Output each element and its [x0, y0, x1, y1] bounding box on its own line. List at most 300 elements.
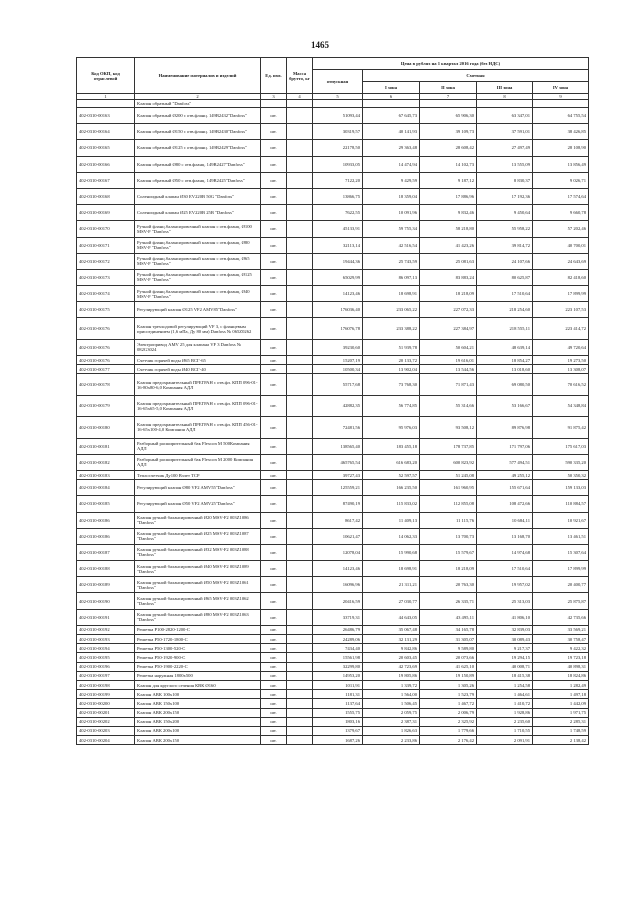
- mass-cell: [287, 625, 313, 634]
- price-otpusk-cell: 15561,98: [313, 653, 363, 662]
- price-otpusk-cell: 55717,68: [313, 374, 363, 395]
- price-zone-1-cell: 13 902,04: [363, 365, 420, 374]
- price-otpusk-cell: 19444,36: [313, 253, 363, 269]
- mass-cell: [287, 188, 313, 204]
- unit-cell: шт.: [261, 356, 287, 365]
- price-otpusk-cell: 1687,26: [313, 736, 363, 745]
- name-cell: Решетка Р50-1300-520-С: [135, 644, 261, 653]
- price-zone-2-cell: 51 245,08: [420, 470, 477, 479]
- price-otpusk-cell: 51093,44: [313, 108, 363, 124]
- price-otpusk-cell: 12078,04: [313, 544, 363, 560]
- price-otpusk-cell: 1137,64: [313, 699, 363, 708]
- mass-cell: [287, 736, 313, 745]
- unit-cell: шт.: [261, 644, 287, 653]
- price-zone-1-cell: 18 698,91: [363, 561, 420, 577]
- mass-cell: [287, 577, 313, 593]
- price-zone-1-cell: 21 311,21: [363, 577, 420, 593]
- price-zone-3-cell: 171 797,06: [477, 438, 533, 454]
- price-zone-4-cell: 28 108,90: [533, 140, 589, 156]
- table-row: [77, 302, 589, 318]
- price-zone-2-cell: 71 871,43: [420, 374, 477, 395]
- table-row: [77, 662, 589, 671]
- mass-cell: [287, 318, 313, 339]
- mass-cell: [287, 339, 313, 355]
- mass-cell: [287, 108, 313, 124]
- unit-cell: шт.: [261, 708, 287, 717]
- table-row: [77, 438, 589, 454]
- code-cell: 402-0310-00189: [77, 577, 135, 593]
- table-row: [77, 644, 589, 653]
- price-otpusk-cell: 176076,78: [313, 318, 363, 339]
- price-zone-3-cell: 13 555,09: [477, 156, 533, 172]
- table-row: [77, 339, 589, 355]
- price-zone-3-cell: 41 806,10: [477, 609, 533, 625]
- table-row: [77, 544, 589, 560]
- unit-cell: шт.: [261, 496, 287, 512]
- name-cell: Решетка Р100-2820-1200-С: [135, 625, 261, 634]
- mass-cell: [287, 172, 313, 188]
- code-cell: 402-0310-00175: [77, 302, 135, 318]
- price-zone-2-cell: 43 495,11: [420, 609, 477, 625]
- price-zone-1-cell: 1 564,00: [363, 690, 420, 699]
- mass-cell: [287, 480, 313, 496]
- code-cell: 402-0310-00166: [77, 156, 135, 172]
- unit-cell: шт.: [261, 577, 287, 593]
- price-zone-2-cell: 18 218,09: [420, 561, 477, 577]
- price-otpusk-cell: 10933,05: [313, 156, 363, 172]
- price-otpusk-cell: 138565,40: [313, 438, 363, 454]
- header-zone-1: I зона: [363, 82, 420, 94]
- header-otpusk: отпускная: [313, 70, 363, 94]
- mass-cell: [287, 699, 313, 708]
- unit-cell: шт.: [261, 156, 287, 172]
- mass-cell: [287, 690, 313, 699]
- price-zone-4-cell: 13 308,07: [533, 365, 589, 374]
- price-otpusk-cell: 8617,42: [313, 512, 363, 528]
- price-zone-1-cell: 29 363,48: [363, 140, 420, 156]
- price-zone-1-cell: 2 387,31: [363, 717, 420, 726]
- price-otpusk-cell: 7122,20: [313, 172, 363, 188]
- price-zone-4-cell: 17 574,64: [533, 188, 589, 204]
- price-otpusk-cell: 465765,54: [313, 454, 363, 470]
- price-zone-4-cell: 223 107,53: [533, 302, 589, 318]
- code-cell: 402-0310-00163: [77, 108, 135, 124]
- group-title: Клапан обратный "Danfoss": [135, 100, 261, 108]
- price-otpusk-cell: 14123,46: [313, 286, 363, 302]
- group-row: [77, 100, 589, 108]
- code-cell: 402-0310-00194: [77, 644, 135, 653]
- price-zone-4-cell: 15 307,64: [533, 544, 589, 560]
- table-row: [77, 253, 589, 269]
- table-row: [77, 417, 589, 438]
- price-otpusk-cell: 39230,60: [313, 339, 363, 355]
- mass-cell: [287, 726, 313, 735]
- price-zone-4-cell: 20 400,77: [533, 577, 589, 593]
- mass-cell: [287, 717, 313, 726]
- name-cell: Решетка Р50-1920-900-С: [135, 653, 261, 662]
- price-zone-2-cell: 9 187,12: [420, 172, 477, 188]
- mass-cell: [287, 528, 313, 544]
- price-zone-1-cell: 233 065,22: [363, 302, 420, 318]
- column-number: 1: [77, 94, 135, 100]
- name-cell: Клапан ручной балансировочный Ø80 MSV-F2 003Z1063 "Danfoss": [135, 609, 261, 625]
- price-otpusk-cell: 10500,34: [313, 365, 363, 374]
- unit-cell: шт.: [261, 609, 287, 625]
- code-cell: 402-0310-00174: [77, 286, 135, 302]
- name-cell: Клапан АВК 150х200: [135, 717, 261, 726]
- price-otpusk-cell: 87490,19: [313, 496, 363, 512]
- price-zone-3-cell: 40 008,71: [477, 662, 533, 671]
- price-zone-1-cell: 18 359,04: [363, 188, 420, 204]
- price-zone-2-cell: 19 150,89: [420, 671, 477, 680]
- unit-cell: шт.: [261, 680, 287, 689]
- code-cell: 402-0310-00201: [77, 708, 135, 717]
- mass-cell: [287, 644, 313, 653]
- mass-cell: [287, 286, 313, 302]
- unit-cell: шт.: [261, 544, 287, 560]
- price-zone-3-cell: 49 255,12: [477, 470, 533, 479]
- price-zone-2-cell: 34 165,78: [420, 625, 477, 634]
- price-otpusk-cell: 32299,80: [313, 662, 363, 671]
- header-unit: Ед. изм.: [261, 58, 287, 94]
- price-zone-2-cell: 600 823,92: [420, 454, 477, 470]
- price-zone-4-cell: 57 202,46: [533, 221, 589, 237]
- code-cell: 402-0310-00198: [77, 680, 135, 689]
- column-number: 3: [261, 94, 287, 100]
- price-zone-4-cell: 30 758,47: [533, 635, 589, 644]
- name-cell: Соленоидный клапан Ø30 EV220В 50G "Danfoss": [135, 188, 261, 204]
- price-zone-1-cell: 14 062,33: [363, 528, 420, 544]
- price-zone-2-cell: 83 883,24: [420, 269, 477, 285]
- header-zone-4: IV зона: [533, 82, 589, 94]
- table-row: [77, 356, 589, 365]
- price-zone-1-cell: 1 339,72: [363, 680, 420, 689]
- table-row: [77, 269, 589, 285]
- price-zone-3-cell: 1 710,55: [477, 726, 533, 735]
- price-zone-2-cell: 14 102,73: [420, 156, 477, 172]
- price-zone-3-cell: 37 591,01: [477, 124, 533, 140]
- price-zone-1-cell: 95 976,03: [363, 417, 420, 438]
- price-zone-3-cell: 155 671,64: [477, 480, 533, 496]
- price-zone-3-cell: 577 494,51: [477, 454, 533, 470]
- unit-cell: шт.: [261, 690, 287, 699]
- price-zone-1-cell: 115 833,02: [363, 496, 420, 512]
- price-zone-4-cell: 18 824,86: [533, 671, 589, 680]
- unit-cell: шт.: [261, 480, 287, 496]
- header-zone-3: III зона: [477, 82, 533, 94]
- price-zone-2-cell: 1 779,66: [420, 726, 477, 735]
- price-otpusk-cell: 7434,40: [313, 644, 363, 653]
- code-cell: 402-0310-00169: [77, 205, 135, 221]
- price-zone-1-cell: 52 597,57: [363, 470, 420, 479]
- price-otpusk-cell: 7622,55: [313, 205, 363, 221]
- price-zone-1-cell: 27 030,77: [363, 593, 420, 609]
- column-number: 2: [135, 94, 261, 100]
- price-zone-1-cell: 166 235,50: [363, 480, 420, 496]
- column-number: 8: [477, 94, 533, 100]
- price-zone-3-cell: 9 450,64: [477, 205, 533, 221]
- price-zone-2-cell: 39 109,73: [420, 124, 477, 140]
- price-zone-3-cell: 2 235,60: [477, 717, 533, 726]
- name-cell: Клапан обратный Ø50 с отв.фланц. 149В2425"Danfoss": [135, 172, 261, 188]
- table-row: [77, 454, 589, 470]
- unit-cell: шт.: [261, 286, 287, 302]
- price-zone-3-cell: 17 510,64: [477, 561, 533, 577]
- table-row: [77, 172, 589, 188]
- unit-cell: шт.: [261, 253, 287, 269]
- price-zone-4-cell: 2 138,42: [533, 736, 589, 745]
- price-zone-2-cell: 17 886,96: [420, 188, 477, 204]
- name-cell: Клапан предохранительный ПРЕГРАН с отв.фл. КПП 456-01-16-65х100-4,0 Компания АДЛ: [135, 417, 261, 438]
- price-otpusk-cell: 45133,91: [313, 221, 363, 237]
- unit-cell: шт.: [261, 172, 287, 188]
- price-zone-3-cell: 10 684,11: [477, 512, 533, 528]
- name-cell: Клапан обратный Ø125 с отв.фланц. 149В2429"Danfoss": [135, 140, 261, 156]
- mass-cell: [287, 438, 313, 454]
- price-zone-3-cell: 55 958,22: [477, 221, 533, 237]
- column-number: 9: [533, 94, 589, 100]
- mass-cell: [287, 544, 313, 560]
- code-cell: 402-0310-00181: [77, 438, 135, 454]
- table-row: [77, 237, 589, 253]
- price-zone-4-cell: 70 616,52: [533, 374, 589, 395]
- price-zone-4-cell: 2 285,31: [533, 717, 589, 726]
- price-otpusk-cell: 30319,57: [313, 124, 363, 140]
- price-zone-4-cell: 1 442,09: [533, 699, 589, 708]
- price-zone-2-cell: 2 176,42: [420, 736, 477, 745]
- header-name: Наименование материалов и изделий: [135, 58, 261, 94]
- mass-cell: [287, 374, 313, 395]
- price-zone-3-cell: 89 876,98: [477, 417, 533, 438]
- mass-cell: [287, 512, 313, 528]
- name-cell: Ручной фланц.балансировочный клапан с отв.фланц. Ø100 MSV-F "Danfoss": [135, 221, 261, 237]
- price-zone-2-cell: 26 335,71: [420, 593, 477, 609]
- mass-cell: [287, 593, 313, 609]
- price-zone-2-cell: 25 081,63: [420, 253, 477, 269]
- price-zone-4-cell: 40 898,31: [533, 662, 589, 671]
- price-zone-4-cell: 40 700,01: [533, 237, 589, 253]
- table-row: [77, 318, 589, 339]
- price-zone-4-cell: 13 856,49: [533, 156, 589, 172]
- unit-cell: шт.: [261, 318, 287, 339]
- price-zone-3-cell: 218 555,11: [477, 318, 533, 339]
- header-smetnaya: Сметная: [363, 70, 589, 82]
- price-zone-2-cell: 65 906,30: [420, 108, 477, 124]
- price-otpusk-cell: 22178,50: [313, 140, 363, 156]
- code-cell: 402-0310-00187: [77, 544, 135, 560]
- name-cell: Ручной фланц.балансировочный клапан с отв.фланц. Ø65 MSV-F "Danfoss": [135, 253, 261, 269]
- name-cell: Клапан АВК 200х150: [135, 736, 261, 745]
- price-zone-1-cell: 67 645,73: [363, 108, 420, 124]
- price-zone-4-cell: 1 748,59: [533, 726, 589, 735]
- price-zone-4-cell: 223 414,72: [533, 318, 589, 339]
- table-row: [77, 480, 589, 496]
- price-zone-1-cell: 1 506,45: [363, 699, 420, 708]
- price-zone-1-cell: 20 133,72: [363, 356, 420, 365]
- mass-cell: [287, 662, 313, 671]
- price-zone-2-cell: 31 305,07: [420, 635, 477, 644]
- code-cell: 402-0310-00203: [77, 726, 135, 735]
- price-otpusk-cell: 14123,46: [313, 561, 363, 577]
- table-row: [77, 140, 589, 156]
- mass-cell: [287, 124, 313, 140]
- price-zone-4-cell: 9 422,32: [533, 644, 589, 653]
- price-table: [76, 57, 589, 745]
- column-number: 7: [420, 94, 477, 100]
- code-cell: 402-0310-00168: [77, 188, 135, 204]
- code-cell: 402-0310-00176: [77, 339, 135, 355]
- name-cell: Клапан ручной балансировочный Ø25 MSV-F2 003Z1087 "Danfoss": [135, 528, 261, 544]
- name-cell: Клапан ручной балансировочный Ø20 MSV-F2 003Z1086 "Danfoss": [135, 512, 261, 528]
- table-row: [77, 188, 589, 204]
- table-row: [77, 680, 589, 689]
- price-zone-2-cell: 28 608,42: [420, 140, 477, 156]
- price-zone-2-cell: 18 218,09: [420, 286, 477, 302]
- table-row: [77, 395, 589, 416]
- unit-cell: шт.: [261, 635, 287, 644]
- name-cell: Решетка Р50-1900-2220-С: [135, 662, 261, 671]
- code-cell: 402-0310-00186: [77, 512, 135, 528]
- price-zone-2-cell: 15 579,67: [420, 544, 477, 560]
- table-row: [77, 625, 589, 634]
- table-row: [77, 726, 589, 735]
- price-zone-3-cell: 69 080,50: [477, 374, 533, 395]
- price-zone-3-cell: 108 472,66: [477, 496, 533, 512]
- mass-cell: [287, 470, 313, 479]
- price-zone-1-cell: 59 755,34: [363, 221, 420, 237]
- price-zone-3-cell: 27 497,49: [477, 140, 533, 156]
- name-cell: Соленоидный клапан Ø25 EV220В 25В "Danfoss": [135, 205, 261, 221]
- price-zone-3-cell: 53 166,67: [477, 395, 533, 416]
- mass-cell: [287, 635, 313, 644]
- code-cell: 402-0310-00167: [77, 172, 135, 188]
- code-cell: 402-0310-00191: [77, 609, 135, 625]
- unit-cell: шт.: [261, 374, 287, 395]
- unit-cell: шт.: [261, 528, 287, 544]
- price-zone-1-cell: 9 429,59: [363, 172, 420, 188]
- price-zone-2-cell: 19 616,01: [420, 356, 477, 365]
- price-zone-1-cell: 1 826,63: [363, 726, 420, 735]
- price-zone-4-cell: 91 875,42: [533, 417, 589, 438]
- name-cell: Клапан АВК 200х100: [135, 726, 261, 735]
- table-row: [77, 635, 589, 644]
- code-cell: 402-0310-00202: [77, 717, 135, 726]
- price-zone-1-cell: 40 141,93: [363, 124, 420, 140]
- price-zone-1-cell: 616 683,20: [363, 454, 420, 470]
- price-otpusk-cell: 15207,19: [313, 356, 363, 365]
- code-cell: 402-0310-00180: [77, 417, 135, 438]
- unit-cell: шт.: [261, 339, 287, 355]
- name-cell: Клапан для круглого сечения КВК Ø160: [135, 680, 261, 689]
- table-row: [77, 690, 589, 699]
- price-zone-3-cell: 48 639,14: [477, 339, 533, 355]
- price-zone-3-cell: 8 830,37: [477, 172, 533, 188]
- price-zone-1-cell: 32 131,29: [363, 635, 420, 644]
- price-otpusk-cell: 1181,31: [313, 690, 363, 699]
- mass-cell: [287, 609, 313, 625]
- price-zone-2-cell: 161 960,95: [420, 480, 477, 496]
- code-cell: 402-0310-00186: [77, 528, 135, 544]
- price-otpusk-cell: 1011,91: [313, 680, 363, 689]
- price-zone-1-cell: 86 097,13: [363, 269, 420, 285]
- mass-cell: [287, 269, 313, 285]
- table-row: [77, 699, 589, 708]
- price-zone-3-cell: 13 018,60: [477, 365, 533, 374]
- price-zone-2-cell: 20 763,30: [420, 577, 477, 593]
- price-zone-3-cell: 32 839,03: [477, 625, 533, 634]
- code-cell: 402-0310-00199: [77, 690, 135, 699]
- table-row: [77, 708, 589, 717]
- price-zone-1-cell: 9 842,86: [363, 644, 420, 653]
- price-zone-2-cell: 2 006,79: [420, 708, 477, 717]
- price-zone-2-cell: 13 700,73: [420, 528, 477, 544]
- table-row: [77, 374, 589, 395]
- column-number: 6: [363, 94, 420, 100]
- page-number: 1465: [311, 40, 329, 50]
- header-mass: Масса брутто, кг: [287, 58, 313, 94]
- price-zone-4-cell: 10 921,67: [533, 512, 589, 528]
- code-cell: 402-0310-00171: [77, 237, 135, 253]
- name-cell: Клапан предохранительный ПРЕГРАН с отв.фл. КПП 096-01-16-80х80-6,0 Компания АДЛ: [135, 374, 261, 395]
- unit-cell: шт.: [261, 736, 287, 745]
- unit-cell: шт.: [261, 653, 287, 662]
- price-otpusk-cell: 39727,43: [313, 470, 363, 479]
- table-row: [77, 671, 589, 680]
- code-cell: 402-0310-00170: [77, 221, 135, 237]
- price-zone-3-cell: 24 107,66: [477, 253, 533, 269]
- mass-cell: [287, 140, 313, 156]
- price-zone-4-cell: 38 426,85: [533, 124, 589, 140]
- code-cell: 402-0310-00204: [77, 736, 135, 745]
- table-row: [77, 205, 589, 221]
- code-cell: 402-0310-00197: [77, 671, 135, 680]
- price-zone-1-cell: 20 603,45: [363, 653, 420, 662]
- name-cell: Клапан ручной балансировочный Ø65 MSV-F2 003Z1062 "Danfoss": [135, 593, 261, 609]
- price-zone-3-cell: 13 168,70: [477, 528, 533, 544]
- mass-cell: [287, 680, 313, 689]
- table-row: [77, 124, 589, 140]
- unit-cell: шт.: [261, 593, 287, 609]
- unit-cell: шт.: [261, 365, 287, 374]
- price-zone-2-cell: 58 218,80: [420, 221, 477, 237]
- price-zone-2-cell: 178 737,85: [420, 438, 477, 454]
- price-zone-1-cell: 11 409,13: [363, 512, 420, 528]
- code-cell: 402-0310-00179: [77, 395, 135, 416]
- mass-cell: [287, 454, 313, 470]
- price-zone-4-cell: 54 348,84: [533, 395, 589, 416]
- price-zone-1-cell: 2 233,86: [363, 736, 420, 745]
- price-zone-1-cell: 42 516,54: [363, 237, 420, 253]
- price-zone-4-cell: 19 723,18: [533, 653, 589, 662]
- price-zone-2-cell: 93 508,12: [420, 417, 477, 438]
- price-otpusk-cell: 72481,56: [313, 417, 363, 438]
- mass-cell: [287, 653, 313, 662]
- unit-cell: шт.: [261, 454, 287, 470]
- code-cell: 402-0310-00164: [77, 124, 135, 140]
- price-zone-3-cell: 19 957,02: [477, 577, 533, 593]
- name-cell: Клапан ручной балансировочный Ø32 MSV-F2 003Z1088 "Danfoss": [135, 544, 261, 560]
- table-row: [77, 286, 589, 302]
- name-cell: Клапан предохранительный ПРЕГРАН с отв.фл. КПП 096-01-16-65х65-5,0 Компания АДЛ: [135, 395, 261, 416]
- name-cell: Ручной фланц.балансировочный клапан с отв.фланц. Ø125 MSV-F "Danfoss": [135, 269, 261, 285]
- unit-cell: шт.: [261, 237, 287, 253]
- price-zone-4-cell: 175 617,03: [533, 438, 589, 454]
- price-zone-4-cell: 19 273,50: [533, 356, 589, 365]
- unit-cell: шт.: [261, 302, 287, 318]
- price-otpusk-cell: 14953,20: [313, 671, 363, 680]
- unit-cell: шт.: [261, 625, 287, 634]
- price-zone-4-cell: 110 884,57: [533, 496, 589, 512]
